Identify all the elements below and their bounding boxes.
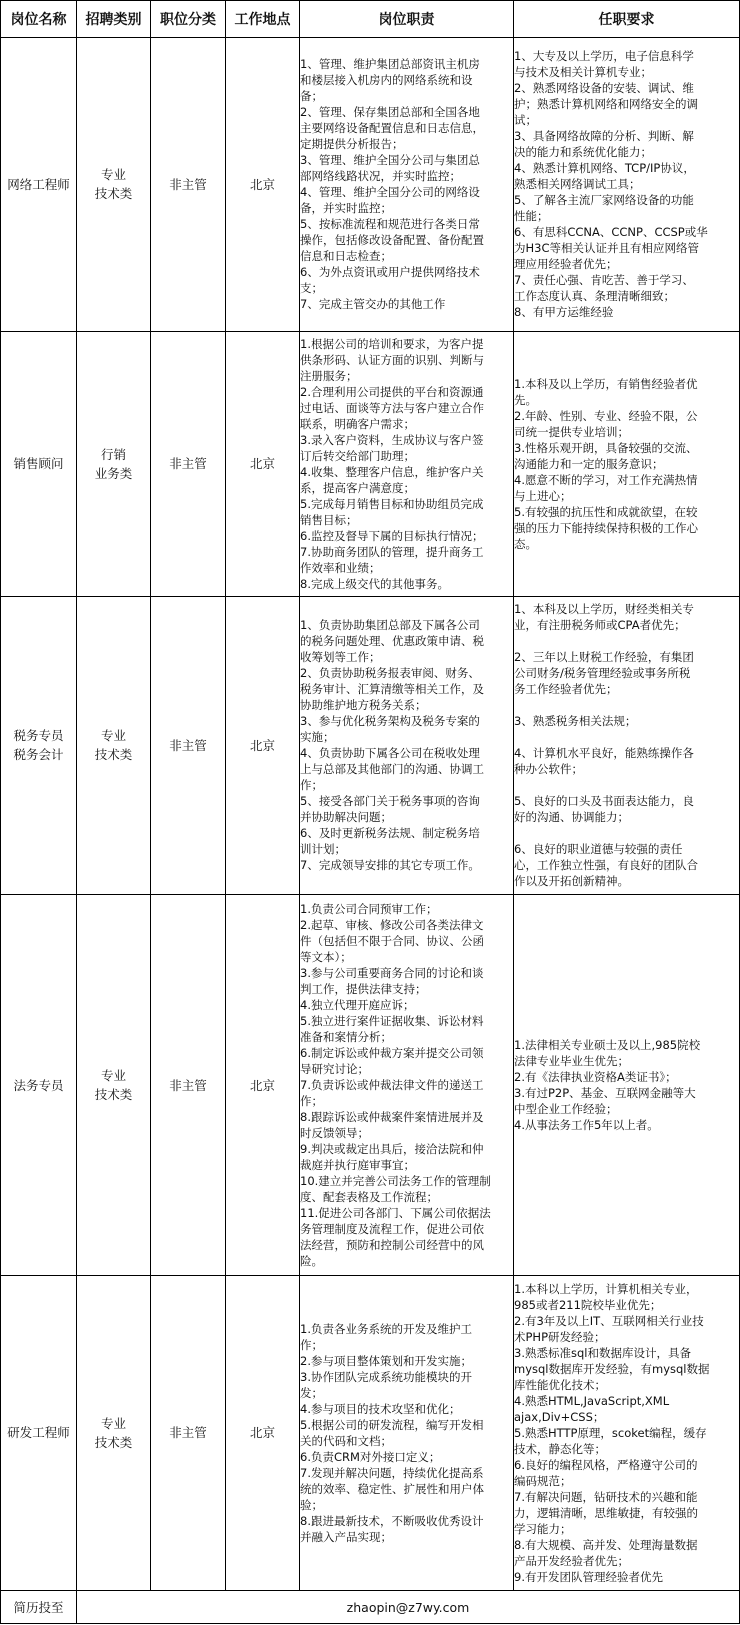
duties-cell (300, 596, 514, 895)
table-header-row (1, 1, 740, 38)
recruit-category-line: 行销 (100, 446, 126, 462)
requirement-item (514, 304, 739, 320)
requirement-item-line: 与上进心； (514, 488, 572, 503)
requirements-cell (514, 1275, 740, 1590)
duty-item-line: 系，提高客户满意度； (300, 480, 415, 495)
paragraph-gap (514, 825, 739, 841)
duty-item-line: 作； (300, 1094, 323, 1108)
requirement-item (514, 128, 739, 160)
recruit-category-line: 专业 (100, 1415, 126, 1431)
requirement-item (514, 1345, 739, 1393)
header-recruit-category: 招聘类别 (77, 1, 151, 38)
requirement-item-line: 1、本科及以上学历，财经类相关专 (514, 602, 694, 617)
requirement-item (514, 1457, 739, 1489)
duty-item-line: 注册服务； (300, 368, 358, 383)
recruit-category-line: 技术类 (94, 1434, 133, 1450)
duty-item-line: 1.负责各业务系统的开发及维护工 (300, 1321, 472, 1336)
requirement-item-line: 3、熟悉税务相关法规； (514, 714, 637, 729)
requirement-item (514, 48, 739, 80)
position-class-cell: 非主管 (151, 895, 226, 1275)
duty-item-line: 订后转交给部门助理； (300, 448, 415, 463)
requirements-cell (514, 895, 740, 1275)
duty-item-line: 8.跟进最新技术，不断吸收优秀设计 (300, 1513, 484, 1528)
duty-item-line: 7.协助商务团队的管理，提升商务工 (300, 544, 484, 559)
duty-item (300, 997, 513, 1013)
duty-item-line: 3、管理、维护全国分公司与集团总 (300, 153, 480, 168)
requirement-item (514, 1393, 739, 1425)
duty-item-line: 4.参与项目的技术攻坚和优化； (300, 1401, 461, 1416)
duty-item (300, 1321, 513, 1353)
duty-item-line: 2.起草、审核、修改公司各类法律文 (300, 918, 484, 932)
requirement-item-line: 性能； (514, 209, 549, 224)
duty-item (300, 496, 513, 528)
requirements-cell (514, 38, 740, 332)
duty-item (300, 1141, 513, 1173)
duty-item (300, 336, 513, 384)
duty-item-line: 1、负责协助集团总部及下属各公司 (300, 618, 480, 633)
duty-item (300, 1449, 513, 1465)
requirement-item (514, 1569, 739, 1585)
duty-item-line: 8.跟踪诉讼或仲裁案件案情进展并及 (300, 1110, 484, 1124)
work-location-cell: 北京 (226, 1275, 300, 1590)
duty-item-line: 时反馈领导； (300, 1126, 369, 1140)
duty-item-line: 销售目标； (300, 512, 358, 527)
requirements-cell (514, 331, 740, 596)
requirement-item (514, 1313, 739, 1345)
recruit-category-cell (77, 331, 151, 596)
duty-item-line: 统的效率、稳定性、扩展性和用户体 (300, 1481, 484, 1496)
position-name-line: 网络工程师 (7, 176, 70, 192)
duty-item-line: 7.负责诉讼或仲裁法律文件的递送工 (300, 1078, 484, 1092)
requirement-item-line: 6、有思科CCNA、CCNP、CCSP或华 (514, 225, 708, 240)
requirements-cell (514, 596, 740, 895)
duty-item (300, 1369, 513, 1401)
duty-item-line: 1.根据公司的培训和要求，为客户提 (300, 336, 484, 351)
requirement-item-line: 6.良好的编程风格，严格遵守公司的 (514, 1457, 698, 1472)
work-location-cell: 北京 (226, 596, 300, 895)
footer-row (1, 1591, 740, 1624)
requirement-item-line: 5、了解各主流厂家网络设备的功能 (514, 193, 694, 208)
position-name-cell (1, 1275, 77, 1590)
position-name-cell (1, 38, 77, 332)
table-row (1, 895, 740, 1275)
duty-item-line: 3、参与优化税务架构及税务专案的 (300, 714, 480, 729)
requirement-item-line: 先。 (514, 392, 537, 407)
duty-item (300, 1045, 513, 1077)
requirement-item-line: 心，工作独立性强，有良好的团队合 (514, 858, 698, 873)
paragraph-gap (514, 777, 739, 793)
duty-item-line: 上与总部及其他部门的沟通、协调工 (300, 762, 484, 777)
position-class-cell: 非主管 (151, 1275, 226, 1590)
duty-item (300, 665, 513, 713)
duty-item (300, 296, 513, 312)
duties-cell (300, 1275, 514, 1590)
requirement-item-line: mysql数据库开发经验，有mysql数据 (514, 1361, 710, 1376)
duty-item-line: 作效率和业绩； (300, 560, 381, 575)
resume-submit-label: 简历投至 (1, 1591, 77, 1624)
duty-item-line: 6、及时更新税务法规、制定税务培 (300, 826, 480, 841)
duty-item-line: 等文本）； (300, 950, 352, 964)
requirement-item (514, 504, 739, 552)
requirement-item-line: 6、良好的职业道德与较强的责任 (514, 842, 683, 857)
requirement-item-line: 4、熟悉计算机网络、TCP/IP协议， (514, 161, 695, 176)
requirement-item (514, 272, 739, 304)
position-class-cell: 非主管 (151, 38, 226, 332)
position-class-cell: 非主管 (151, 331, 226, 596)
requirement-item-line: 作以及开拓创新精神。 (514, 874, 629, 889)
requirement-item-line: 1.本科以上学历，计算机相关专业， (514, 1281, 698, 1296)
duty-item (300, 152, 513, 184)
requirement-item-line: 4.从事法务工作5年以上者。 (514, 1118, 659, 1132)
requirement-item-line: 5、良好的口头及书面表达能力，良 (514, 794, 694, 809)
requirement-item (514, 745, 739, 777)
duty-item (300, 104, 513, 152)
requirement-item-line: 种办公软件； (514, 762, 583, 777)
work-location-cell: 北京 (226, 38, 300, 332)
duty-item (300, 1417, 513, 1449)
duty-item (300, 1013, 513, 1045)
requirement-item-line: 试； (514, 113, 537, 128)
requirement-item (514, 408, 739, 440)
requirement-item-line: 5.熟悉HTTP原理，scoket编程，缓存 (514, 1425, 707, 1440)
duty-item-line: 6、为外点资讯或用户提供网络技术 (300, 265, 480, 280)
position-name-line: 税务会计 (13, 747, 64, 763)
duty-item-line: 关的代码和文档； (300, 1433, 392, 1448)
duty-item-line: 9.判决或裁定出具后，接洽法院和仲 (300, 1142, 484, 1156)
duty-item-line: 过电话、面谈等方法与客户建立合作 (300, 400, 484, 415)
header-position-class: 职位分类 (151, 1, 226, 38)
duty-item-line: 定期提供分析报告； (300, 137, 404, 152)
requirement-item (514, 440, 739, 472)
position-name-line: 法务专员 (13, 1077, 64, 1093)
duty-item (300, 1353, 513, 1369)
requirement-item-line: 1、大专及以上学历，电子信息科学 (514, 49, 694, 64)
duty-item-line: 5、按标准流程和规范进行各类日常 (300, 217, 480, 232)
duty-item-line: 法经营，预防和控制公司经营中的风 (300, 1238, 484, 1252)
duty-item (300, 1205, 513, 1269)
duty-item-line: 6.制定诉讼或仲裁方案并提交公司领 (300, 1046, 484, 1060)
requirement-item-line: 产品开发经验者优先； (514, 1553, 629, 1568)
work-location-cell: 北京 (226, 895, 300, 1275)
duty-item-line: 供条形码、认证方面的识别、判断与 (300, 352, 484, 367)
requirement-item-line: 业，有注册税务师或CPA者优先； (514, 618, 686, 633)
header-position-name: 岗位名称 (1, 1, 77, 38)
position-class-cell: 非主管 (151, 596, 226, 895)
duty-item-line: 5.根据公司的研发流程，编写开发相 (300, 1417, 484, 1432)
requirement-item-line: 985或者211院校毕业优先； (514, 1297, 662, 1312)
requirement-item-line: ajax,Div+CSS； (514, 1409, 605, 1424)
duty-item (300, 857, 513, 873)
requirement-item-line: 2.年龄、性别、专业、经验不限，公 (514, 408, 698, 423)
requirement-item (514, 649, 739, 697)
duty-item (300, 793, 513, 825)
duty-item (300, 432, 513, 464)
recruit-category-cell (77, 38, 151, 332)
duty-item (300, 576, 513, 592)
recruit-category-cell (77, 1275, 151, 1590)
duty-item-line: 收筹划等工作； (300, 650, 381, 665)
requirement-item (514, 224, 739, 272)
duty-item-line: 1.负责公司合同预审工作； (300, 902, 438, 916)
header-requirements: 任职要求 (514, 1, 740, 38)
duty-item-line: 务管理制度及流程工作，促进公司依 (300, 1222, 484, 1236)
duty-item-line: 4、负责协助下属各公司在税收处理 (300, 746, 480, 761)
duty-item-line: 的税务问题处理、优惠政策申请、税 (300, 634, 484, 649)
duty-item (300, 825, 513, 857)
table-row (1, 596, 740, 895)
duty-item (300, 1077, 513, 1109)
duty-item-line: 1、管理、维护集团总部资讯主机房 (300, 57, 480, 72)
requirement-item (514, 160, 739, 192)
duty-item-line: 税务审计、汇算清缴等相关工作，及 (300, 682, 484, 697)
recruit-category-line: 业务类 (94, 465, 133, 481)
duty-item-line: 作； (300, 778, 323, 793)
duty-item (300, 56, 513, 104)
duty-item (300, 901, 513, 917)
requirement-item (514, 192, 739, 224)
duty-item-line: 11.促进公司各部门、下属公司依据法 (300, 1206, 491, 1220)
requirement-item (514, 1037, 739, 1069)
duty-item (300, 528, 513, 544)
duty-item-line: 6.负责CRM对外接口定义； (300, 1449, 441, 1464)
requirement-item (514, 472, 739, 504)
requirement-item (514, 1425, 739, 1457)
requirement-item (514, 601, 739, 633)
requirement-item (514, 1069, 739, 1085)
duty-item-line: 部网络线路状况，并实时监控； (300, 169, 461, 184)
duty-item-line: 3.参与公司重要商务合同的讨论和谈 (300, 966, 484, 980)
requirement-item-line: 与技术及相关计算机专业； (514, 65, 652, 80)
duties-cell (300, 331, 514, 596)
duty-item (300, 464, 513, 496)
duty-item (300, 1465, 513, 1513)
duty-item-line: 判工作，提供法律支持； (300, 982, 427, 996)
requirement-item-line: 技术，静态化等； (514, 1441, 606, 1456)
requirement-item-line: 工作态度认真、条理清晰细致； (514, 289, 675, 304)
duty-item (300, 384, 513, 432)
requirement-item-line: 法律专业毕业生优先； (514, 1054, 629, 1068)
duty-item-line: 6.监控及督导下属的目标执行情况； (300, 528, 484, 543)
duty-item-line: 4、管理、维护全国分公司的网络设 (300, 185, 480, 200)
requirement-item-line: 理应用经验者优先； (514, 257, 618, 272)
requirement-item-line: 学习能力； (514, 1521, 572, 1536)
duty-item (300, 1401, 513, 1417)
table-row (1, 38, 740, 332)
requirement-item-line: 8.有大规模、高并发、处理海量数据 (514, 1537, 698, 1552)
duty-item-line: 实施； (300, 730, 335, 745)
duty-item-line: 主要网络设备配置信息和日志信息， (300, 121, 484, 136)
duty-item (300, 216, 513, 264)
paragraph-gap (514, 633, 739, 649)
requirement-item-line: 2.有《法律执业资格A类证书》； (514, 1070, 677, 1084)
duty-item-line: 8.完成上级交代的其他事务。 (300, 576, 449, 591)
requirement-item-line: 3.熟悉标准sql和数据库设计，具备 (514, 1345, 691, 1360)
duty-item-line: 验； (300, 1497, 323, 1512)
duty-item-line: 5.独立进行案件证据收集、诉讼材料 (300, 1014, 484, 1028)
requirement-item-line: 2.有3年及以上IT、互联网相关行业技 (514, 1313, 704, 1328)
duty-item-line: 3.协作团队完成系统功能模块的开 (300, 1369, 472, 1384)
requirement-item-line: 4.愿意不断的学习，对工作充满热情 (514, 472, 698, 487)
position-name-line: 税务专员 (13, 728, 64, 744)
duty-item-line: 支； (300, 281, 323, 296)
duty-item-line: 并协助解决问题； (300, 810, 392, 825)
requirement-item (514, 713, 739, 729)
duty-item-line: 2.合理利用公司提供的平台和资源通 (300, 384, 484, 399)
duty-item-line: 信息和日志检查； (300, 249, 392, 264)
position-name-cell (1, 895, 77, 1275)
requirement-item-line: 3.性格乐观开朗，具备较强的交流、 (514, 440, 698, 455)
duty-item-line: 3.录入客户资料，生成协议与客户签 (300, 432, 484, 447)
requirement-item (514, 1537, 739, 1569)
requirement-item-line: 公司财务/税务管理经验或事务所税 (514, 666, 691, 681)
duty-item-line: 10.建立并完善公司法务工作的管理制 (300, 1174, 491, 1188)
requirement-item-line: 3.有过P2P、基金、互联网金融等大 (514, 1086, 696, 1100)
requirement-item (514, 793, 739, 825)
requirement-item-line: 5.有较强的抗压性和成就欲望，在较 (514, 504, 698, 519)
duty-item-line: 备； (300, 89, 323, 104)
duty-item (300, 1109, 513, 1141)
duty-item-line: 5.完成每月销售目标和协助组员完成 (300, 496, 484, 511)
requirement-item-line: 2、熟悉网络设备的安装、调试、维 (514, 81, 694, 96)
paragraph-gap (514, 697, 739, 713)
duty-item-line: 险。 (300, 1254, 323, 1268)
duty-item-line: 准备和案情分析； (300, 1030, 392, 1044)
requirement-item-line: 8、有甲方运维经验 (514, 305, 614, 320)
requirement-item (514, 1489, 739, 1537)
recruit-category-cell (77, 895, 151, 1275)
duty-item-line: 5、接受各部门关于税务事项的咨询 (300, 794, 480, 809)
resume-email: zhaopin@z7wy.com (77, 1591, 740, 1624)
header-work-location: 工作地点 (226, 1, 300, 38)
recruit-category-line: 技术类 (94, 1087, 133, 1102)
duty-item-line: 训计划； (300, 842, 346, 857)
duty-item-line: 7、完成领导安排的其它专项工作。 (300, 858, 480, 873)
work-location-cell: 北京 (226, 331, 300, 596)
duty-item-line: 7、完成主管交办的其他工作 (300, 297, 446, 312)
requirement-item (514, 376, 739, 408)
requirement-item (514, 80, 739, 128)
requirement-item-line: 术PHP研发经验； (514, 1329, 606, 1344)
requirement-item-line: 7、责任心强、肯吃苦、善于学习、 (514, 273, 694, 288)
requirement-item-line: 态。 (514, 536, 537, 551)
requirement-item-line: 3、具备网络故障的分析、判断、解 (514, 129, 694, 144)
recruit-category-line: 技术类 (94, 186, 133, 202)
recruit-category-line: 专业 (100, 1068, 126, 1083)
duty-item (300, 965, 513, 997)
position-name-line: 销售顾问 (13, 456, 64, 472)
requirement-item-line: 中型企业工作经验； (514, 1102, 618, 1116)
requirement-item-line: 力，逻辑清晰，思维敏捷，有较强的 (514, 1505, 698, 1520)
duty-item-line: 2、负责协助税务报表审阅、财务、 (300, 666, 480, 681)
duty-item (300, 617, 513, 665)
requirement-item-line: 沟通能力和一定的服务意识； (514, 456, 664, 471)
duty-item-line: 7.发现并解决问题，持续优化提高系 (300, 1465, 484, 1480)
duty-item-line: 发； (300, 1385, 323, 1400)
position-name-line: 研发工程师 (7, 1425, 70, 1441)
requirement-item-line: 为H3C等相关认证并且有相应网络管 (514, 241, 699, 256)
duty-item (300, 184, 513, 216)
requirement-item-line: 1.本科及以上学历，有销售经验者优 (514, 376, 698, 391)
requirement-item-line: 护；熟悉计算机网络和网络安全的调 (514, 97, 698, 112)
requirement-item-line: 1.法律相关专业硕士及以上,985院校 (514, 1038, 701, 1052)
position-name-cell (1, 331, 77, 596)
duty-item-line: 2、管理、保存集团总部和全国各地 (300, 105, 480, 120)
duty-item-line: 备，并实时监控； (300, 201, 392, 216)
requirement-item-line: 熟悉相关网络调试工具； (514, 177, 641, 192)
duty-item-line: 件（包括但不限于合同、协议、公函 (300, 934, 484, 948)
header-duties: 岗位职责 (300, 1, 514, 38)
recruit-category-line: 专业 (100, 167, 126, 183)
duty-item-line: 协助维护地方税务关系； (300, 698, 427, 713)
requirement-item-line: 好的沟通、协调能力； (514, 810, 629, 825)
duty-item-line: 作； (300, 1337, 323, 1352)
duty-item-line: 2.参与项目整体策划和开发实施； (300, 1353, 472, 1368)
requirement-item-line: 4.熟悉HTML,JavaScript,XML (514, 1393, 670, 1408)
paragraph-gap (514, 729, 739, 745)
duties-cell (300, 895, 514, 1275)
duty-item-line: 4.收集、整理客户信息，维护客户关 (300, 464, 484, 479)
requirement-item-line: 司统一提供专业培训； (514, 424, 629, 439)
duty-item-line: 联系，明确客户需求； (300, 416, 415, 431)
duty-item (300, 1513, 513, 1545)
recruit-category-line: 技术类 (94, 747, 133, 763)
requirement-item-line: 务工作经验者优先； (514, 682, 618, 697)
requirement-item-line: 4、计算机水平良好，能熟练操作各 (514, 746, 694, 761)
duty-item-line: 导研究讨论； (300, 1062, 369, 1076)
requirement-item (514, 1085, 739, 1117)
requirement-item (514, 1117, 739, 1133)
table-row (1, 331, 740, 596)
table-row (1, 1275, 740, 1590)
position-name-cell (1, 596, 77, 895)
requirement-item (514, 1281, 739, 1313)
duties-cell (300, 38, 514, 332)
duty-item-line: 4.独立代理开庭应诉； (300, 998, 415, 1012)
requirement-item-line: 7.有解决问题，钻研技术的兴趣和能 (514, 1489, 698, 1504)
duty-item (300, 917, 513, 965)
duty-item-line: 并融入产品实现； (300, 1529, 392, 1544)
duty-item (300, 713, 513, 745)
requirement-item-line: 编码规范； (514, 1473, 572, 1488)
duty-item-line: 和楼层接入机房内的网络系统和设 (300, 73, 473, 88)
requirement-item (514, 841, 739, 889)
requirement-item-line: 9.有开发团队管理经验者优先 (514, 1569, 663, 1584)
duty-item (300, 264, 513, 296)
duty-item-line: 操作，包括修改设备配置、备份配置 (300, 233, 484, 248)
duty-item-line: 度、配套表格及工作流程； (300, 1190, 438, 1204)
requirement-item-line: 库性能优化技术； (514, 1377, 606, 1392)
duty-item-line: 裁庭并执行庭审事宜； (300, 1158, 415, 1172)
duty-item (300, 745, 513, 793)
recruit-category-line: 专业 (100, 728, 126, 744)
duty-item (300, 1173, 513, 1205)
recruit-category-cell (77, 596, 151, 895)
duty-item (300, 544, 513, 576)
requirement-item-line: 决的能力和系统优化能力； (514, 145, 652, 160)
requirement-item-line: 强的压力下能持续保持积极的工作心 (514, 520, 698, 535)
requirement-item-line: 2、三年以上财税工作经验，有集团 (514, 650, 694, 665)
